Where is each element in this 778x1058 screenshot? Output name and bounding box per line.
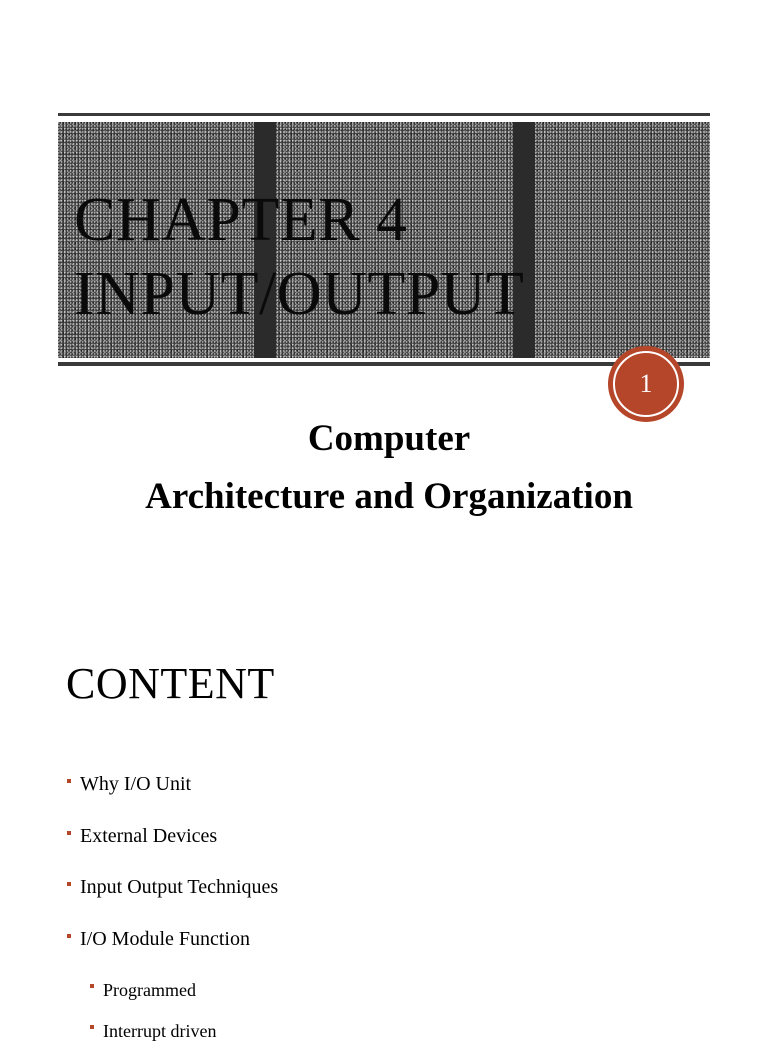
sub-bullet-text: Programmed: [103, 980, 196, 1000]
bullet-item: [66, 822, 706, 874]
slide-title: [74, 183, 524, 331]
content-bullet-list: [66, 770, 706, 1058]
bullet-text: Input Output Techniques: [80, 876, 279, 898]
slide-subtitle: [0, 410, 778, 526]
subtitle-line-1: Computer: [307, 418, 471, 459]
sub-bullet-item: [66, 1017, 706, 1058]
subtitle-line-2: Architecture and Organization: [145, 476, 633, 517]
bullet-item: [66, 770, 706, 822]
slide-number: 1: [639, 369, 653, 398]
bullet-marker: [67, 779, 71, 783]
banner-top-edge: [58, 113, 710, 116]
bullet-marker: [67, 934, 71, 938]
content-heading: CONTENT: [66, 659, 275, 708]
bullet-marker: [67, 882, 71, 886]
bullet-marker: [90, 1025, 94, 1029]
bullet-marker: [90, 984, 94, 988]
bullet-marker: [67, 831, 71, 835]
sub-bullet-text: Interrupt driven: [103, 1021, 217, 1041]
bullet-item: [66, 925, 706, 977]
slide-title-line-1: CHAPTER 4: [74, 186, 408, 254]
bullet-text: External Devices: [80, 824, 218, 847]
title-banner: [58, 113, 710, 366]
bullet-item: [66, 873, 706, 925]
bullet-text: Why I/O Unit: [80, 773, 192, 795]
sub-bullet-item: [66, 976, 706, 1017]
bullet-text: I/O Module Function: [80, 927, 250, 950]
slide-title-line-2: INPUT/OUTPUT: [74, 260, 525, 328]
